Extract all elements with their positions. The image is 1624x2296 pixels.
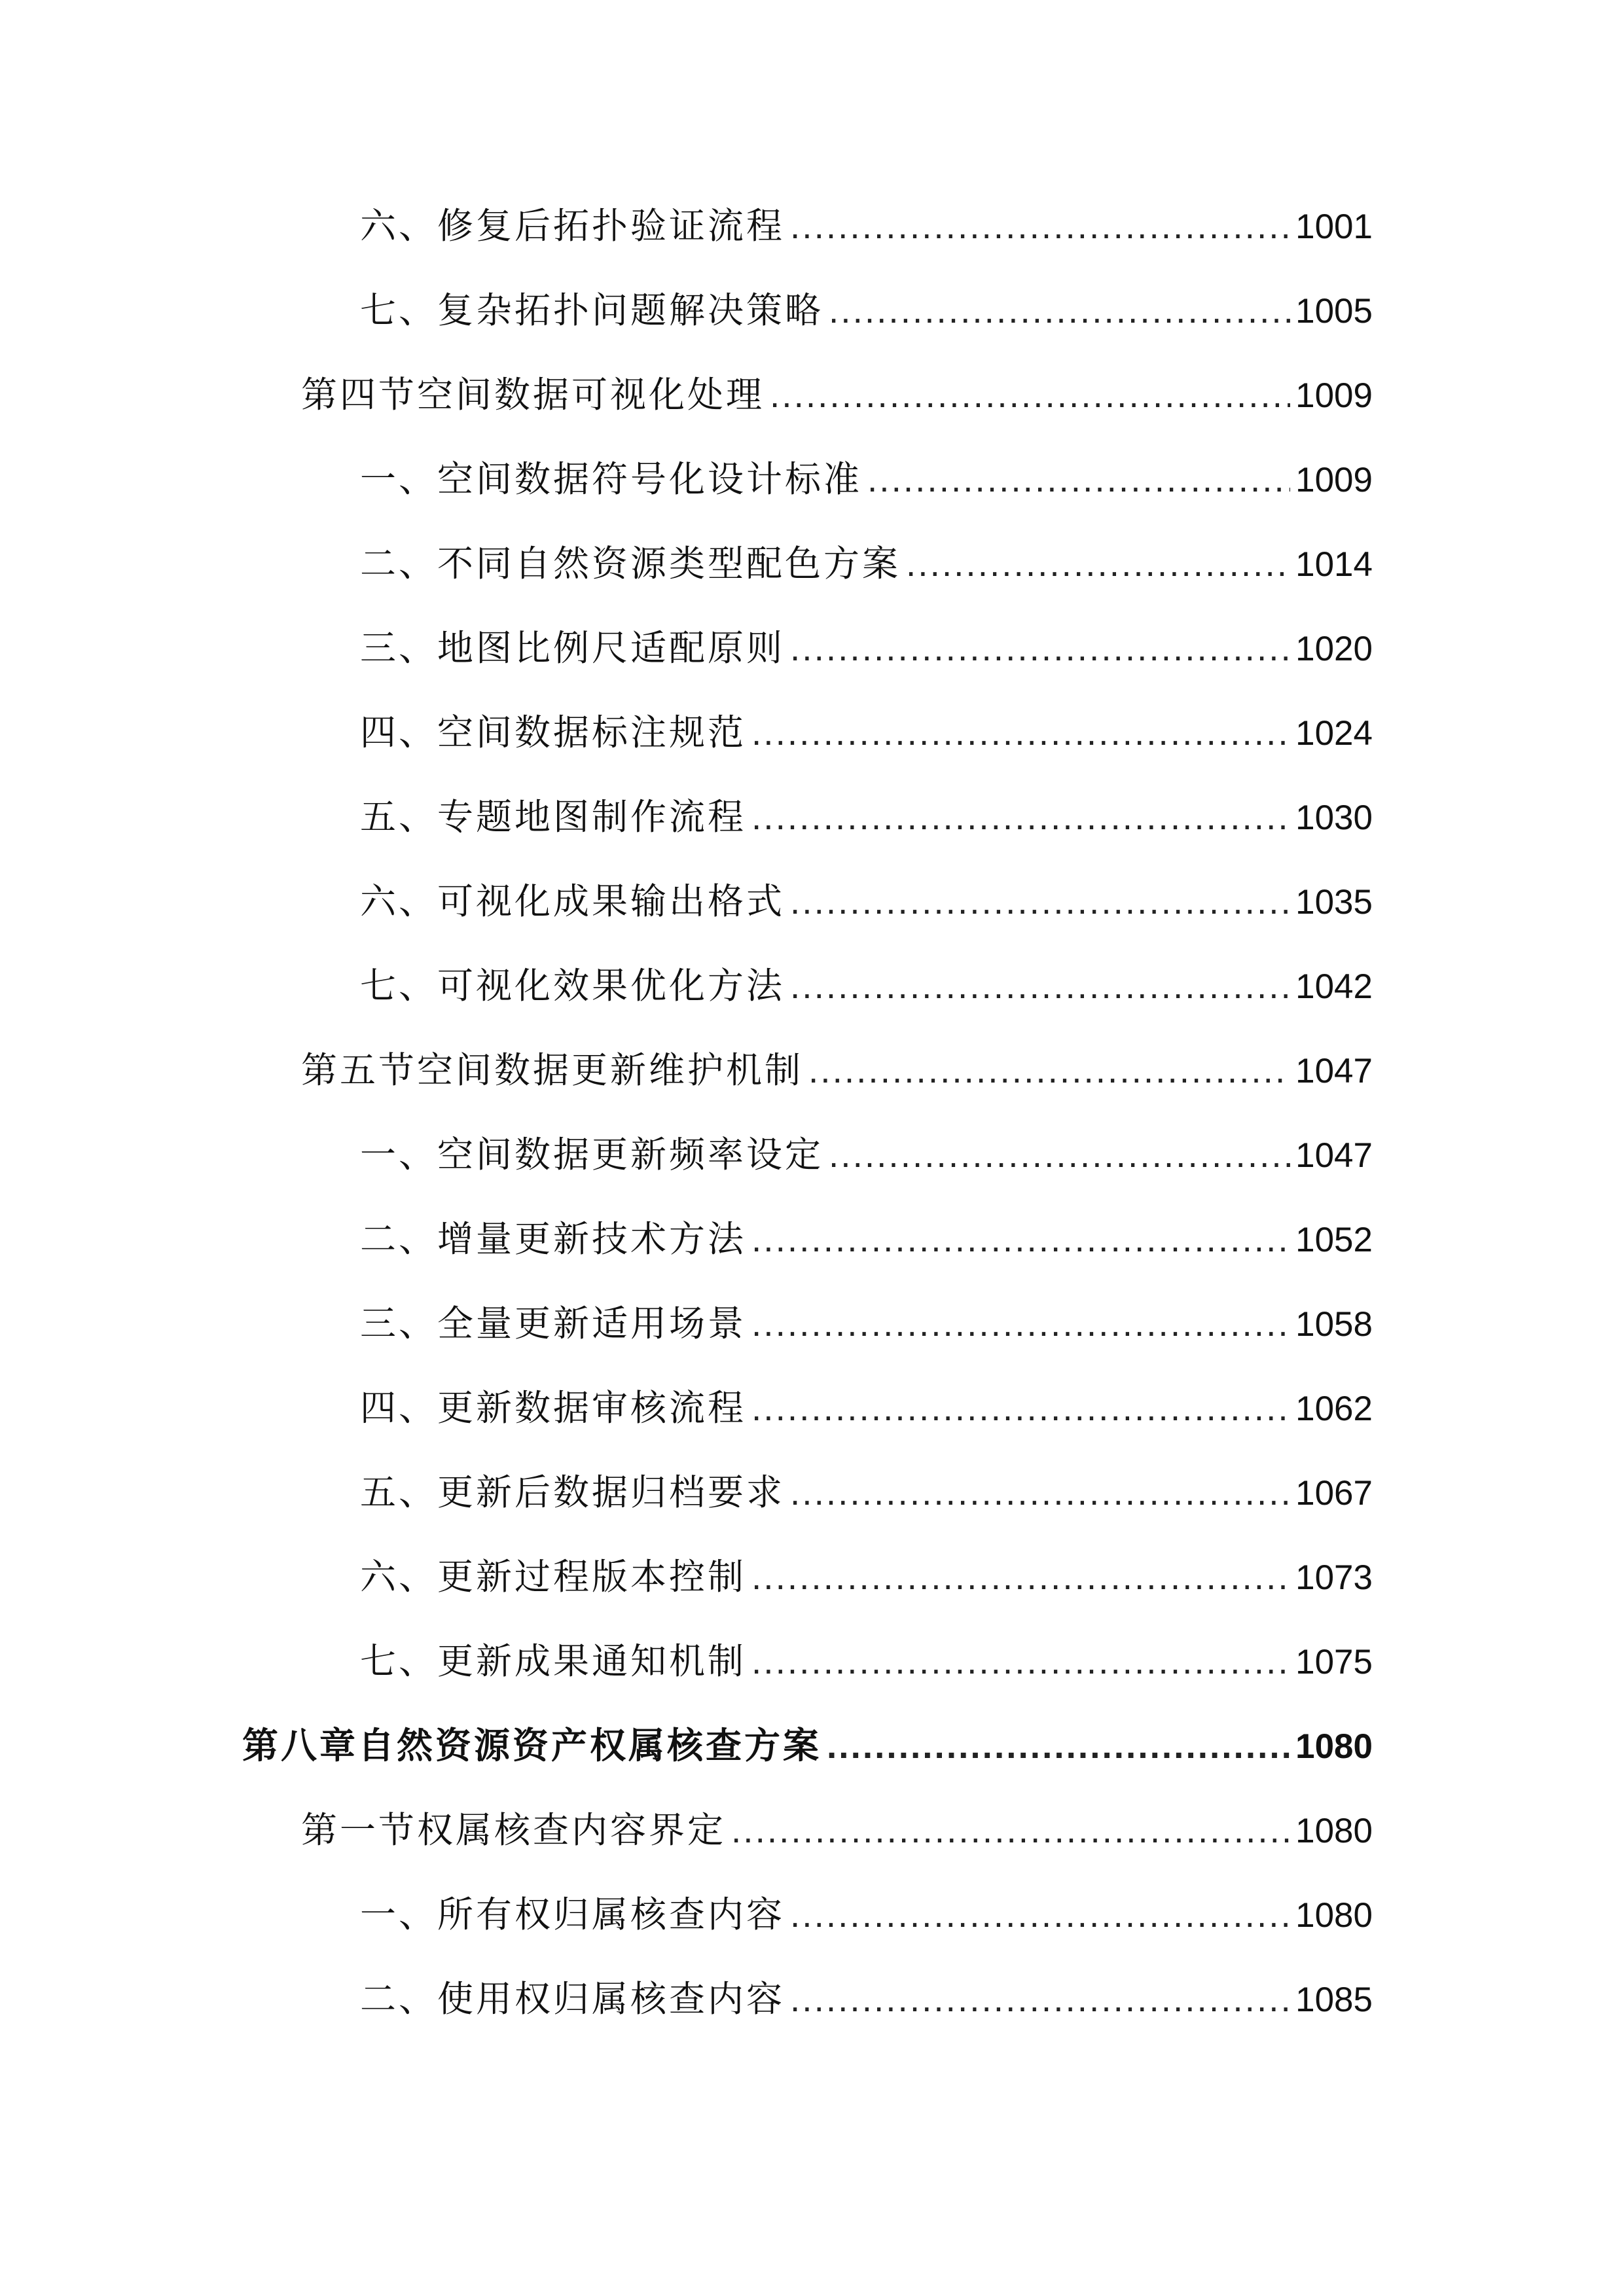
toc-entry[interactable] — [360, 787, 1373, 846]
toc-entry-page: 1080 — [1295, 1727, 1373, 1766]
toc-dot-leader — [808, 1041, 1290, 1100]
toc-dot-leader — [770, 365, 1290, 424]
toc-dot-leader — [790, 1885, 1290, 1944]
toc-entry-title: 第五节空间数据更新维护机制 — [301, 1049, 804, 1091]
toc-entry-title: 第四节空间数据可视化处理 — [301, 374, 765, 416]
toc-entry-page: 1024 — [1295, 714, 1373, 753]
toc-dot-leader — [790, 872, 1290, 931]
toc-entry-page: 1042 — [1295, 967, 1373, 1006]
toc-entry-page: 1073 — [1295, 1558, 1373, 1597]
toc-dot-leader — [906, 534, 1290, 593]
toc-entry-title: 七、可视化效果优化方法 — [360, 965, 785, 1007]
toc-dot-leader — [790, 1969, 1290, 2028]
toc-entry[interactable] — [301, 1041, 1373, 1100]
toc-entry-page: 1085 — [1295, 1981, 1373, 2019]
toc-entry-page: 1009 — [1295, 461, 1373, 499]
toc-entry-page: 1062 — [1295, 1390, 1373, 1428]
toc-entry[interactable] — [360, 450, 1373, 509]
toc-dot-leader — [829, 1125, 1290, 1184]
toc-dot-leader — [790, 196, 1290, 255]
toc-entry-title: 一、空间数据更新频率设定 — [360, 1134, 824, 1175]
toc-entry-title: 四、更新数据审核流程 — [360, 1387, 747, 1429]
toc-entry[interactable] — [360, 956, 1373, 1015]
toc-entry[interactable] — [360, 1885, 1373, 1944]
toc-entry[interactable] — [360, 1547, 1373, 1606]
toc-entry-title: 三、全量更新适用场景 — [360, 1302, 747, 1344]
toc-entry[interactable] — [360, 196, 1373, 255]
toc-entry-title: 六、可视化成果输出格式 — [360, 880, 785, 922]
toc-dot-leader — [751, 703, 1290, 762]
toc-entry[interactable] — [301, 365, 1373, 424]
toc-dot-leader — [751, 1632, 1290, 1691]
toc-entry-title: 五、专题地图制作流程 — [360, 796, 747, 838]
toc-entry-page: 1080 — [1295, 1812, 1373, 1850]
toc-entry-title: 第一节权属核查内容界定 — [301, 1809, 727, 1851]
toc-entry[interactable] — [360, 1969, 1373, 2028]
toc-dot-leader — [731, 1801, 1290, 1859]
toc-dot-leader — [827, 1716, 1290, 1775]
toc-entry-title: 三、地图比例尺适配原则 — [360, 627, 785, 669]
toc-entry[interactable] — [242, 1716, 1373, 1775]
toc-dot-leader — [751, 1547, 1290, 1606]
toc-dot-leader — [790, 619, 1290, 677]
toc-entry-title: 一、空间数据符号化设计标准 — [360, 458, 863, 500]
toc-entry[interactable] — [360, 1632, 1373, 1691]
toc-entry-title: 七、更新成果通知机制 — [360, 1640, 747, 1682]
toc-entry[interactable] — [360, 872, 1373, 931]
toc-entry-page: 1009 — [1295, 376, 1373, 415]
toc-entry-title: 六、修复后拓扑验证流程 — [360, 205, 785, 247]
toc-entry-title: 五、更新后数据归档要求 — [360, 1471, 785, 1513]
toc-entry[interactable] — [360, 1125, 1373, 1184]
toc-entry-page: 1075 — [1295, 1643, 1373, 1681]
toc-dot-leader — [790, 956, 1290, 1015]
toc-entry-page: 1014 — [1295, 545, 1373, 584]
toc-dot-leader — [829, 281, 1290, 340]
toc-entry-page: 1047 — [1295, 1136, 1373, 1175]
toc-entry[interactable] — [360, 534, 1373, 593]
toc-entry-page: 1067 — [1295, 1474, 1373, 1513]
toc-dot-leader — [751, 1294, 1290, 1353]
toc-entry-page: 1047 — [1295, 1052, 1373, 1090]
toc-entry-title: 一、所有权归属核查内容 — [360, 1893, 785, 1935]
toc-entry-title: 七、复杂拓扑问题解决策略 — [360, 289, 824, 331]
toc-dot-leader — [751, 1210, 1290, 1268]
toc-dot-leader — [790, 1463, 1290, 1522]
toc-entry-page: 1020 — [1295, 630, 1373, 668]
toc-entry-page: 1005 — [1295, 292, 1373, 331]
toc-entry[interactable] — [360, 1210, 1373, 1268]
toc-dot-leader — [867, 450, 1290, 509]
toc-entry-page: 1001 — [1295, 207, 1373, 246]
toc-entry[interactable] — [360, 703, 1373, 762]
toc-entry[interactable] — [360, 1378, 1373, 1437]
toc-dot-leader — [751, 787, 1290, 846]
toc-entry-page: 1058 — [1295, 1305, 1373, 1344]
toc-entry-title: 第八章自然资源资产权属核查方案 — [242, 1725, 822, 1767]
toc-entry-title: 四、空间数据标注规范 — [360, 711, 747, 753]
toc-dot-leader — [751, 1378, 1290, 1437]
toc-entry-page: 1030 — [1295, 798, 1373, 837]
toc-entry[interactable] — [360, 1294, 1373, 1353]
toc-entry[interactable] — [301, 1801, 1373, 1859]
toc-entry-page: 1035 — [1295, 883, 1373, 922]
toc-entry-title: 二、使用权归属核查内容 — [360, 1978, 785, 2020]
toc-entry-title: 二、不同自然资源类型配色方案 — [360, 543, 901, 584]
toc-entry-title: 二、增量更新技术方法 — [360, 1218, 747, 1260]
toc-entry-page: 1080 — [1295, 1896, 1373, 1935]
toc-entry[interactable] — [360, 1463, 1373, 1522]
toc-entry-page: 1052 — [1295, 1221, 1373, 1259]
toc-entry-title: 六、更新过程版本控制 — [360, 1556, 747, 1598]
toc-entry[interactable] — [360, 281, 1373, 340]
toc-entry[interactable] — [360, 619, 1373, 677]
